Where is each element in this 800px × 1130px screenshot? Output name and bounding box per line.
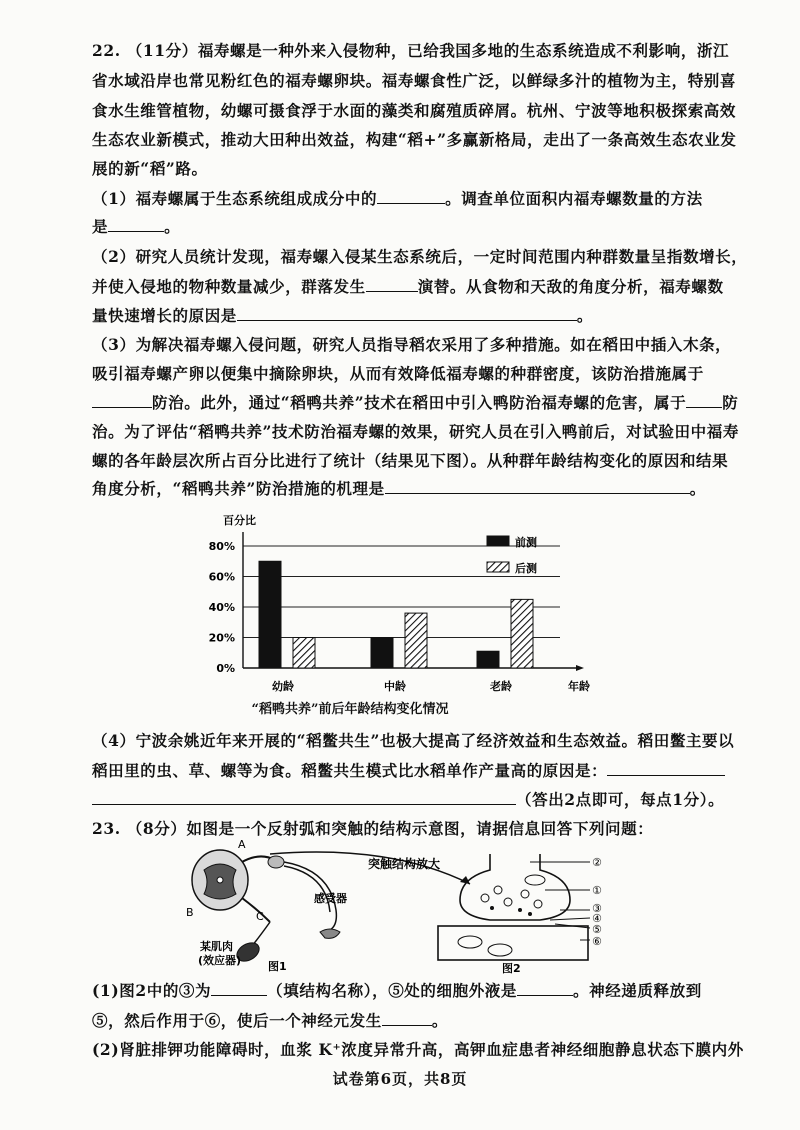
figure1-caption: 图1 — [268, 960, 287, 973]
label-3: ③ — [592, 902, 602, 915]
q22-part4-text-c: （答出2点即可，每点1分）。 — [516, 790, 725, 809]
q22-part2-line3 — [92, 305, 593, 327]
bar-posttest — [293, 638, 315, 669]
q22-part3-text-g: 角度分析，“稻鸭共养”防治措施的机理是 — [92, 479, 385, 498]
label-B: B — [186, 906, 194, 919]
q22-part3-line6 — [92, 478, 706, 500]
q23-part1-line2 — [92, 1010, 448, 1032]
bar-pretest — [477, 651, 499, 668]
figure2-synapse — [430, 850, 610, 975]
answer-blank[interactable] — [92, 393, 152, 408]
page-footer: 试卷第6页，共8页 — [332, 1070, 468, 1088]
x-tick-label: 幼龄 — [272, 680, 294, 693]
q22-line-1: 22. （11分）福寿螺是一种外来入侵物种，已给我国多地的生态系统造成不利影响，浙江 — [92, 41, 730, 60]
x-tick-label: 中龄 — [384, 680, 406, 693]
answer-blank[interactable] — [377, 189, 445, 204]
answer-blank[interactable] — [108, 217, 164, 232]
answer-blank[interactable] — [607, 761, 725, 776]
q22-part3-text-c: 防治。此外，通过“稻鸭共养”技术在稻田中引入鸭防治福寿螺的危害，属于 — [152, 393, 687, 412]
q22-part4-line3 — [92, 789, 724, 811]
q22-part2-text-b: 并使入侵地的物种数量减少，群落发生 — [92, 277, 366, 296]
y-tick-label: 0% — [216, 662, 235, 675]
y-tick-label: 60% — [208, 570, 235, 584]
label-effector: (效应器) — [198, 954, 242, 967]
legend-swatch — [487, 562, 509, 572]
q23-part1-text-d: ⑤，然后作用于⑥，使后一个神经元发生 — [92, 1011, 382, 1030]
q23-part1-line1 — [92, 980, 702, 1002]
q22-part2-line1: （2）研究人员统计发现，福寿螺入侵某生态系统后，一定时间范围内种群数量呈指数增长， — [92, 247, 748, 266]
zoom-label: 突触结构放大 — [368, 857, 441, 871]
q23-part1-text-e: 。 — [431, 1011, 448, 1030]
y-tick-label: 40% — [208, 601, 235, 614]
q22-part3-line5: 螺的各年龄层次所占百分比进行了统计（结果见下图）。从种群年龄结构变化的原因和结果 — [92, 451, 729, 470]
age-structure-bar-chart — [195, 508, 605, 693]
q22-line-4: 生态农业新模式，推动大田种出效益，构建“稻+”多赢新格局，走出了一条高效生态农业发 — [92, 130, 737, 149]
x-axis-arrow — [576, 665, 584, 671]
q22-part2-line2 — [92, 276, 724, 298]
q22-part3-line2: 吸引福寿螺产卵以便集中摘除卵块，从而有效降低福寿螺的种群密度，该防治措施属于 — [92, 364, 704, 383]
q22-part4-line2 — [92, 760, 725, 782]
q22-line-2: 省水域沿岸也常见粉红色的福寿螺卵块。福寿螺食性广泛，以鲜绿多汁的植物为主，特别喜 — [92, 71, 737, 90]
q22-part1-text-c: 是 — [92, 217, 109, 236]
q22-part1-text-b: 。调查单位面积内福寿螺数量的方法 — [445, 189, 703, 208]
label-4: ④ — [592, 912, 602, 925]
label-2: ② — [592, 856, 602, 869]
q22-part3-text-h: 。 — [689, 479, 706, 498]
q22-part3-line4: 治。为了评估“稻鸭共养”技术防治福寿螺的效果，研究人员在引入鸭前后，对试验田中福寿 — [92, 422, 739, 441]
label-effector-muscle: 某肌肉 — [200, 940, 233, 953]
bar-pretest — [371, 638, 393, 669]
bar-posttest — [511, 599, 533, 668]
q22-part3-line3 — [92, 392, 738, 414]
q22-part2-text-d: 量快速增长的原因是 — [92, 306, 237, 325]
q22-part4-text-b: 稻田里的虫、草、螺等为食。稻鳖共生模式比水稻单作产量高的原因是： — [92, 761, 608, 780]
legend-swatch — [487, 536, 509, 546]
answer-blank[interactable] — [92, 790, 516, 805]
q22-line-3: 食水生维管植物，幼螺可摄食浮于水面的藻类和腐殖质碎屑。杭州、宁波等地积极探索高效 — [92, 101, 737, 120]
answer-blank[interactable] — [385, 479, 690, 494]
label-C: C — [256, 910, 264, 923]
answer-blank[interactable] — [686, 393, 722, 408]
answer-blank[interactable] — [211, 981, 267, 996]
q22-part4-line1: （4）宁波余姚近年来开展的“稻鳖共生”也极大提高了经济效益和生态效益。稻田鳖主要以 — [92, 731, 735, 750]
q22-part2-text-c: 演替。从食物和天敌的角度分析，福寿螺数 — [417, 277, 724, 296]
label-1: ① — [592, 884, 602, 897]
answer-blank[interactable] — [517, 981, 573, 996]
x-axis-label: 年龄 — [568, 680, 590, 693]
q22-part1-line2 — [92, 216, 180, 238]
x-tick-label: 老龄 — [490, 680, 512, 693]
answer-blank[interactable] — [382, 1011, 432, 1026]
y-axis-label: 百分比 — [223, 514, 256, 527]
q23-intro: 23. （8分）如图是一个反射弧和突触的结构示意图，请据信息回答下列问题： — [92, 819, 654, 838]
label-5: ⑤ — [592, 923, 602, 936]
label-6: ⑥ — [592, 935, 602, 948]
q22-part3-text-d: 防 — [722, 393, 739, 412]
y-tick-label: 20% — [208, 631, 235, 645]
q23-part1-text-a: (1)图2中的③为 — [92, 981, 212, 1000]
bar-pretest — [259, 561, 281, 668]
answer-blank[interactable] — [366, 277, 418, 292]
label-A: A — [238, 840, 246, 851]
y-tick-label: 80% — [208, 540, 235, 553]
q22-line-5: 展的新“稻”路。 — [92, 159, 208, 178]
legend-label: 前测 — [515, 536, 537, 549]
label-receptor: 感受器 — [314, 892, 347, 905]
q22-part1-line1 — [92, 188, 703, 210]
chart-title: “稻鸭共养”前后年龄结构变化情况 — [251, 702, 449, 717]
q22-part2-text-e: 。 — [576, 306, 594, 325]
q22-part1-text-d: 。 — [164, 217, 181, 236]
q22-part1-text-a: （1）福寿螺属于生态系统组成成分中的 — [92, 189, 378, 208]
q23-part1-text-b: （填结构名称），⑤处的细胞外液是 — [267, 981, 517, 1000]
answer-blank[interactable] — [237, 306, 577, 321]
q23-part1-text-c: 。神经递质释放到 — [573, 981, 702, 1000]
figure2-caption: 图2 — [502, 962, 521, 975]
q23-part2-line1: (2)肾脏排钾功能障碍时，血浆 K⁺浓度异常升高，高钾血症患者神经细胞静息状态下膜内外 — [92, 1040, 744, 1059]
bar-posttest — [405, 613, 427, 668]
q22-part3-line1: （3）为解决福寿螺入侵问题，研究人员指导稻农采用了多种措施。如在稻田中插入木条， — [92, 335, 732, 354]
legend-label: 后测 — [515, 562, 537, 575]
